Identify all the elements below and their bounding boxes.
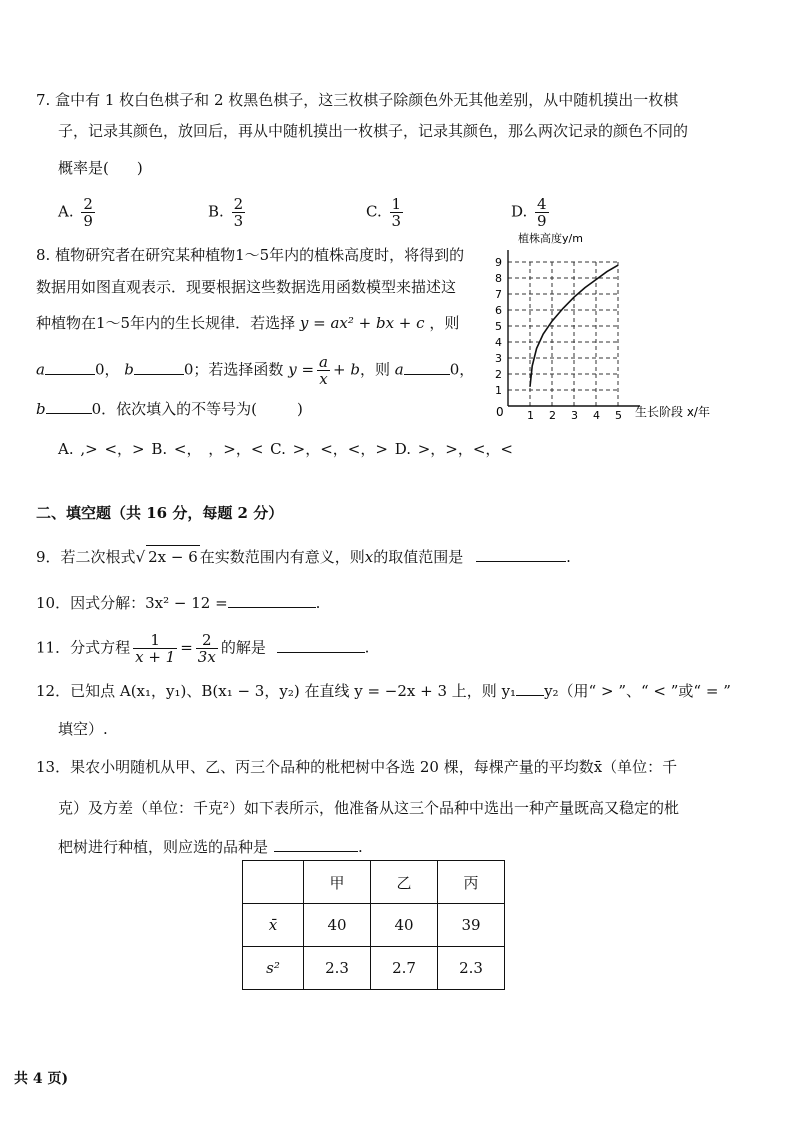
q12-line1 — [36, 680, 731, 702]
chart-y-tick-label: 9 — [495, 256, 502, 269]
table-header-row — [243, 861, 505, 904]
table-cell: 2.3 — [304, 947, 371, 990]
q8-rational-formula-left: y = — [288, 360, 315, 379]
chart-x-tick-label: 3 — [571, 409, 578, 422]
chart-x-axis-label: 生长阶段 x/年 — [635, 405, 710, 419]
q8-quadratic-formula: y = ax² + bx + c — [299, 314, 425, 332]
q8-text-line5b: 0．依次填入的不等号为( — [91, 400, 258, 418]
q7-option-a — [58, 196, 98, 229]
table-row — [243, 947, 505, 990]
q13-text-line3: 杷树进行种植，则应选的品种是 — [58, 838, 269, 856]
table-cell: 40 — [304, 904, 371, 947]
q12-text-line1: 已知点 A(x₁，y₁)、B(x₁ − 3，y₂) 在直线 y = −2x + 3 上，则 y₁ — [70, 682, 517, 700]
q13-answer-blank[interactable] — [274, 851, 358, 852]
chart-x-tick-label: 2 — [549, 409, 556, 422]
q9-answer-blank[interactable] — [476, 561, 566, 562]
chart-x-ticks — [527, 409, 622, 422]
q7-option-a-label: A. — [58, 202, 74, 221]
q11-number: 11． — [36, 638, 71, 657]
chart-y-tick-label: 3 — [495, 352, 502, 365]
q8-line5 — [36, 398, 303, 420]
q7-option-c-fraction: $\frac{1}{3}$ — [391, 195, 402, 230]
q8-var-b2: b — [36, 400, 46, 418]
q7-option-a-fraction: $\frac{2}{9}$ — [83, 195, 93, 230]
q9-number: 9． — [36, 548, 61, 566]
table-row-label: x̄ — [243, 904, 304, 947]
q9-radicand: 2x − 6 — [146, 545, 200, 568]
q10-number: 10． — [36, 594, 71, 612]
q7-option-b — [208, 196, 248, 229]
table-cell: 40 — [371, 904, 438, 947]
q12-text-line1b: y₂（用“ > ”、“ < ”或“ = ” — [544, 682, 731, 700]
chart-origin-label: 0 — [496, 405, 504, 419]
table-cell: 2.7 — [371, 947, 438, 990]
chart-y-ticks — [495, 256, 502, 397]
q8-blank-4[interactable] — [46, 413, 92, 414]
q7-option-d — [511, 196, 552, 229]
chart-x-tick-label: 5 — [615, 409, 622, 422]
section2-title: 二、填空题（共 16 分，每题 2 分） — [36, 504, 284, 522]
q8-rational-fraction: $\frac{a}{x}$ — [319, 353, 328, 388]
q8-text-line1: 植物研究者在研究某种植物1～5年内的植株高度时，将得到的 — [55, 246, 465, 264]
q13-number: 13． — [36, 758, 71, 776]
q11-fraction-right: $\frac{2}{3x}$ — [197, 631, 216, 666]
q8-options: A. ,> <，> B. <， ，>，< C. >，<，<，> D. >，>，<，< — [58, 440, 514, 458]
q8-text-line4h: 0， — [449, 360, 475, 379]
q13-line1 — [36, 756, 677, 778]
q7-option-c — [366, 196, 406, 229]
q11-text-b: 的解是 — [220, 638, 266, 657]
q9-text-b: 在实数范围内有意义，则 — [199, 548, 365, 566]
chart-grid — [508, 262, 618, 406]
q8-line1 — [36, 244, 464, 266]
q8-text-line4d: 0；若选择函数 — [183, 360, 284, 379]
q11: 11．分式方程 $\frac{1}{x + 1}$ = $\frac{2}{3x}$ 的解是 . — [36, 631, 370, 666]
q8-text-line3b: ，则 — [429, 314, 460, 332]
chart-x-tick-label: 1 — [527, 409, 534, 422]
table-header-cell: 乙 — [371, 861, 438, 904]
q7-option-b-label: B. — [208, 202, 224, 221]
q7-option-d-fraction: $\frac{4}{9}$ — [537, 195, 547, 230]
q8-text-line2: 数据用如图直观表示．现要根据这些数据选用函数模型来描述这 — [36, 278, 457, 296]
q10-answer-blank[interactable] — [228, 607, 316, 608]
q7-line3 — [58, 157, 143, 179]
q8-paren-close: ) — [297, 400, 303, 418]
chart-y-tick-label: 7 — [495, 288, 502, 301]
q8-blank-1[interactable] — [45, 374, 95, 375]
q7-line1 — [36, 89, 678, 111]
q8-text-line4b: 0， — [94, 360, 120, 379]
chart-y-tick-label: 5 — [495, 320, 502, 333]
q7-option-d-label: D. — [511, 202, 528, 221]
table-header-cell: 丙 — [438, 861, 505, 904]
chart-x-tick-label: 4 — [593, 409, 600, 422]
q9-text-a: 若二次根式 — [60, 548, 136, 566]
q7-paren-close: ) — [136, 159, 143, 177]
q8-line3 — [36, 312, 459, 334]
q8-blank-3[interactable] — [404, 374, 450, 375]
q13-data-table — [242, 860, 505, 990]
q11-text-a: 分式方程 — [70, 638, 131, 657]
q7-number: 7. — [36, 91, 51, 109]
q8-growth-chart — [488, 228, 728, 428]
table-row — [243, 904, 505, 947]
chart-y-tick-label: 2 — [495, 368, 502, 381]
q8-text-line4e: ，则 — [359, 360, 390, 379]
q12-text-line2: 填空）. — [58, 720, 108, 738]
q8-number: 8. — [36, 246, 51, 264]
q8-var-a1: a — [36, 360, 45, 379]
q13-line3: 杷树进行种植，则应选的品种是 . — [58, 838, 363, 856]
q7-option-c-label: C. — [366, 202, 382, 221]
page-footer: 共 4 页) — [14, 1071, 69, 1087]
q9: 9．若二次根式√ 2x − 6 在实数范围内有意义，则x的取值范围是 . — [36, 545, 571, 568]
q8-var-b1: b — [124, 360, 134, 379]
q8-line4 — [36, 354, 474, 387]
q10: 10．因式分解：3x² − 12 = . — [36, 594, 321, 612]
q7-text-line1: 盒中有 1 枚白色棋子和 2 枚黑色棋子，这三枚棋子除颜色外无其他差别，从中随机摸出一枚棋 — [55, 91, 679, 109]
table-cell: 2.3 — [438, 947, 505, 990]
q13-text-line1: 果农小明随机从甲、乙、丙三个品种的枇杷树中各选 20 棵，每棵产量的平均数x̄（单位：千 — [70, 758, 678, 776]
table-cell: 39 — [438, 904, 505, 947]
q7-option-b-fraction: $\frac{2}{3}$ — [233, 195, 244, 230]
q7-text-line2: 子，记录其颜色，放回后，再从中随机摸出一枚棋子，记录其颜色，那么两次记录的颜色不同的 — [58, 122, 689, 140]
q11-answer-blank[interactable] — [277, 652, 365, 653]
q12-number: 12． — [36, 682, 71, 700]
chart-y-tick-label: 4 — [495, 336, 502, 349]
q8-text-line3a: 种植物在1～5年内的生长规律．若选择 — [36, 314, 296, 332]
q8-rational-formula-right: + b — [332, 360, 360, 379]
chart-y-tick-label: 6 — [495, 304, 502, 317]
chart-y-tick-label: 1 — [495, 384, 502, 397]
q8-var-a2: a — [394, 360, 404, 379]
chart-y-tick-label: 8 — [495, 272, 502, 285]
q12-answer-blank[interactable] — [516, 695, 544, 696]
table-header-cell: 甲 — [304, 861, 371, 904]
chart-y-axis-label: 植株高度y/m — [518, 232, 583, 245]
q9-text-d: 的取值范围是 — [373, 548, 464, 566]
q9-var-x: x — [364, 548, 374, 566]
table-row-label: s² — [243, 947, 304, 990]
q13-text-line2: 克）及方差（单位：千克²）如下表所示，他准备从这三个品种中选出一种产量既高又稳定的枇 — [58, 799, 680, 817]
q10-text: 因式分解：3x² − 12 = — [70, 594, 228, 612]
q7-text-line3: 概率是( — [58, 159, 109, 177]
q11-fraction-left: $\frac{1}{x + 1}$ — [135, 631, 176, 666]
table-header-cell — [243, 861, 304, 904]
q8-blank-2[interactable] — [134, 374, 184, 375]
